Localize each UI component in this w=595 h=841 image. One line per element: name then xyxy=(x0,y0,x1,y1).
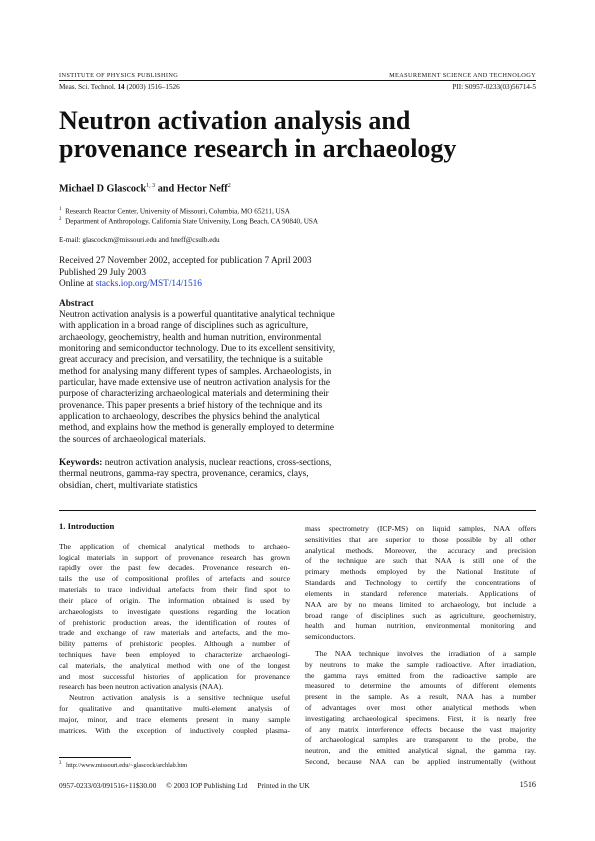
affiliation-number: 2 xyxy=(59,217,62,222)
text-line: for qualitative and quantitative multi-element analysis of xyxy=(59,704,290,713)
footer-copyright: © 2003 IOP Publishing Ltd xyxy=(166,781,248,790)
text-line: of the technique are such that NAA is still one of the xyxy=(305,556,536,566)
paragraph xyxy=(59,542,290,693)
text-line: elements in standard reference materials. Applications of xyxy=(305,588,536,598)
footnote-rule xyxy=(59,757,131,758)
text-line: mass spectrometry (ICP-MS) on liquid samples, NAA offers xyxy=(305,524,536,533)
online-link[interactable]: stacks.iop.org/MST/14/1516 xyxy=(95,279,202,290)
published-date: Published 29 July 2003 xyxy=(59,267,147,278)
author-superscript: 2 xyxy=(227,183,231,189)
text-line: the gamma rays emitted from the radioactive sample are xyxy=(305,670,536,680)
text-line: matrices. With the exception of inductively coupled plasma- xyxy=(59,725,290,735)
abstract-line: purpose of characterizing archaeological materials and determining their xyxy=(59,389,329,400)
text-line: investigating archaeological specimens. First, it is nearly free xyxy=(305,713,536,723)
keywords-line xyxy=(59,458,381,469)
abstract-line: particular, have made extensive use of neutron activation analysis for the xyxy=(59,378,330,389)
title-line: Neutron activation analysis and xyxy=(59,106,411,135)
affiliation-number: 1 xyxy=(59,207,62,212)
text-line: major, minor, and trace elements present in many sample xyxy=(59,714,290,724)
abstract-line: Neutron activation analysis is a powerful quantitative analytical technique xyxy=(59,310,335,320)
section-rule xyxy=(59,510,536,511)
citation-volume: 14 xyxy=(117,83,125,91)
right-column xyxy=(305,524,536,768)
text-line: Standards and Technology to certify the concentrations of xyxy=(305,578,536,588)
text-line: neutron, and the emitted analytical signal, the gamma ray. xyxy=(305,746,536,756)
abstract-line: archaeology, geochemistry, health and human nutrition, environmental xyxy=(59,332,322,343)
text-line: archaeologists to investigate questions regarding the location xyxy=(59,606,290,616)
text-line: techniques have been employed to characterize archaeologi- xyxy=(59,649,290,659)
author-name: Michael D Glascock xyxy=(59,183,147,195)
left-column xyxy=(59,521,290,736)
text-line: analytical methods. Moreover, the accuracy and precision xyxy=(305,545,536,555)
text-line: NAA are by no means limited to archaeology, but include a xyxy=(305,599,536,609)
abstract-line: application to archaeology, describes the physics behind the analytical xyxy=(59,412,320,423)
footer-info xyxy=(59,781,318,790)
page-number: 1516 xyxy=(519,780,536,789)
text-line: logical materials in support of provenance research has grown xyxy=(59,552,290,562)
text-line: rapidly over the past few decades. Provenance research en- xyxy=(59,563,290,573)
paragraph xyxy=(59,693,290,736)
author-superscript: 1, 3 xyxy=(146,183,156,189)
text-line: sensitivities that are superior to those possible by all other xyxy=(305,534,536,544)
text-line: trade and exchange of raw materials and artefacts, and the mo- xyxy=(59,628,290,638)
text-line: of any matrix interference effects because the vast majority xyxy=(305,724,536,734)
text-line: tails the use of compositional profiles of artefacts and source xyxy=(59,574,290,584)
author-name: Hector Neff xyxy=(176,183,228,195)
online-prefix: Online at xyxy=(59,279,94,290)
text-line: bility patterns of prehistoric peoples. Although a number of xyxy=(59,639,290,649)
text-line: Second, because NAA can be applied instrumentally (without xyxy=(305,757,536,767)
text-line: their place of origin. The information obtained is used by xyxy=(59,595,290,605)
section-heading: 1. Introduction xyxy=(59,521,115,531)
paragraph xyxy=(305,649,536,768)
citation-rest: (2003) 1516–1526 xyxy=(126,83,180,91)
footnote-number: 3 xyxy=(59,761,62,766)
received-date: Received 27 November 2002, accepted for publication 7 April 2003 xyxy=(59,256,312,266)
affiliation xyxy=(59,217,318,225)
header-rule xyxy=(59,80,536,81)
text-line: research has been neutron activation analysis (NAA). xyxy=(59,682,224,692)
author-list xyxy=(59,183,231,194)
text-line: primary methods employed by the National Institute of xyxy=(305,567,536,577)
paper-title xyxy=(59,107,529,163)
keywords-text: neutron activation analysis, nuclear reactions, cross-sections, xyxy=(104,458,332,468)
abstract-body xyxy=(59,310,381,446)
abstract-line: great accuracy and precision, and versatility, the technique is a suitable xyxy=(59,355,323,366)
footer-issn: 0957-0233/03/091516+11$30.00 xyxy=(59,781,157,790)
title-line: provenance research in archaeology xyxy=(59,134,457,163)
abstract-heading: Abstract xyxy=(59,299,94,309)
abstract-line: monitoring and semiconductor technology. Due to its excellent sensitivity, xyxy=(59,344,336,355)
text-line: of advantages over most other analytical methods when xyxy=(305,703,536,712)
text-line: broad range of disciplines such as agriculture, geochemistry, xyxy=(305,610,536,620)
text-line: semiconductors. xyxy=(305,632,356,642)
text-line: measured to determine the amounts of different elements xyxy=(305,681,536,691)
footnote-link[interactable]: http://www.missouri.edu/~glascock/archlab.htm xyxy=(66,762,188,770)
author-conjunction: and xyxy=(157,183,175,195)
footer-printed: Printed in the UK xyxy=(257,781,310,790)
author-email: E-mail: glascockm@missouri.edu and hneff@csulb.edu xyxy=(59,236,220,244)
keywords-line: thermal neutrons, gamma-ray spectra, provenance, ceramics, clays, xyxy=(59,469,309,480)
abstract-line: method, and explains how the method is generally employed to determine xyxy=(59,423,334,434)
citation-prefix: Meas. Sci. Technol. xyxy=(59,83,116,91)
text-line: cal materials, the analytical method with one of the longest xyxy=(59,660,290,670)
affiliation xyxy=(59,207,290,215)
keywords xyxy=(59,458,381,492)
text-line: materials to trace individual artefacts from their find spot to xyxy=(59,585,290,595)
text-line: Neutron activation analysis is a sensitive technique useful xyxy=(69,693,290,703)
citation xyxy=(59,83,180,91)
online-location xyxy=(59,279,312,291)
footnote xyxy=(59,761,187,769)
paragraph xyxy=(305,524,536,643)
text-line: and most successful histories of application for provenance xyxy=(59,671,290,681)
publication-dates xyxy=(59,256,312,291)
abstract-line: with application in a broad range of disciplines such as agriculture, xyxy=(59,321,309,332)
abstract-line: provenance. This paper presents a brief history of the technique and its xyxy=(59,400,323,411)
text-line: health and human nutrition, environmental monitoring and xyxy=(305,621,536,631)
text-line: The application of chemical analytical methods to archaeo- xyxy=(59,541,290,551)
text-line: by neutrons to make the sample radioactive. After irradiation, xyxy=(305,659,536,669)
keywords-label: Keywords: xyxy=(59,458,103,468)
text-line: of archaeological samples are transparent to the probe, the xyxy=(305,735,536,745)
text-line: of prehistoric production areas, the identification of routes of xyxy=(59,617,290,627)
text-line: The NAA technique involves the irradiation of a sample xyxy=(315,648,536,658)
pii: PII: S0957-0233(03)56714-5 xyxy=(452,83,536,91)
keywords-line: obsidian, chert, multivariate statistics xyxy=(59,480,198,491)
abstract-line: the sources of archaeological materials. xyxy=(59,434,206,445)
journal-publisher: INSTITUTE OF PHYSICS PUBLISHING xyxy=(59,72,179,79)
affiliation-text: Department of Anthropology, California State University, Long Beach, CA 90840, USA xyxy=(65,217,319,226)
abstract-line: method for analysing many different types of samples. Archaeologists, in xyxy=(59,366,332,377)
text-line: present in the sample. As a result, NAA has a number xyxy=(305,692,536,702)
affiliation-text: Research Reactor Center, University of Missouri, Columbia, MO 65211, USA xyxy=(65,207,290,216)
journal-name: MEASUREMENT SCIENCE AND TECHNOLOGY xyxy=(389,72,536,79)
